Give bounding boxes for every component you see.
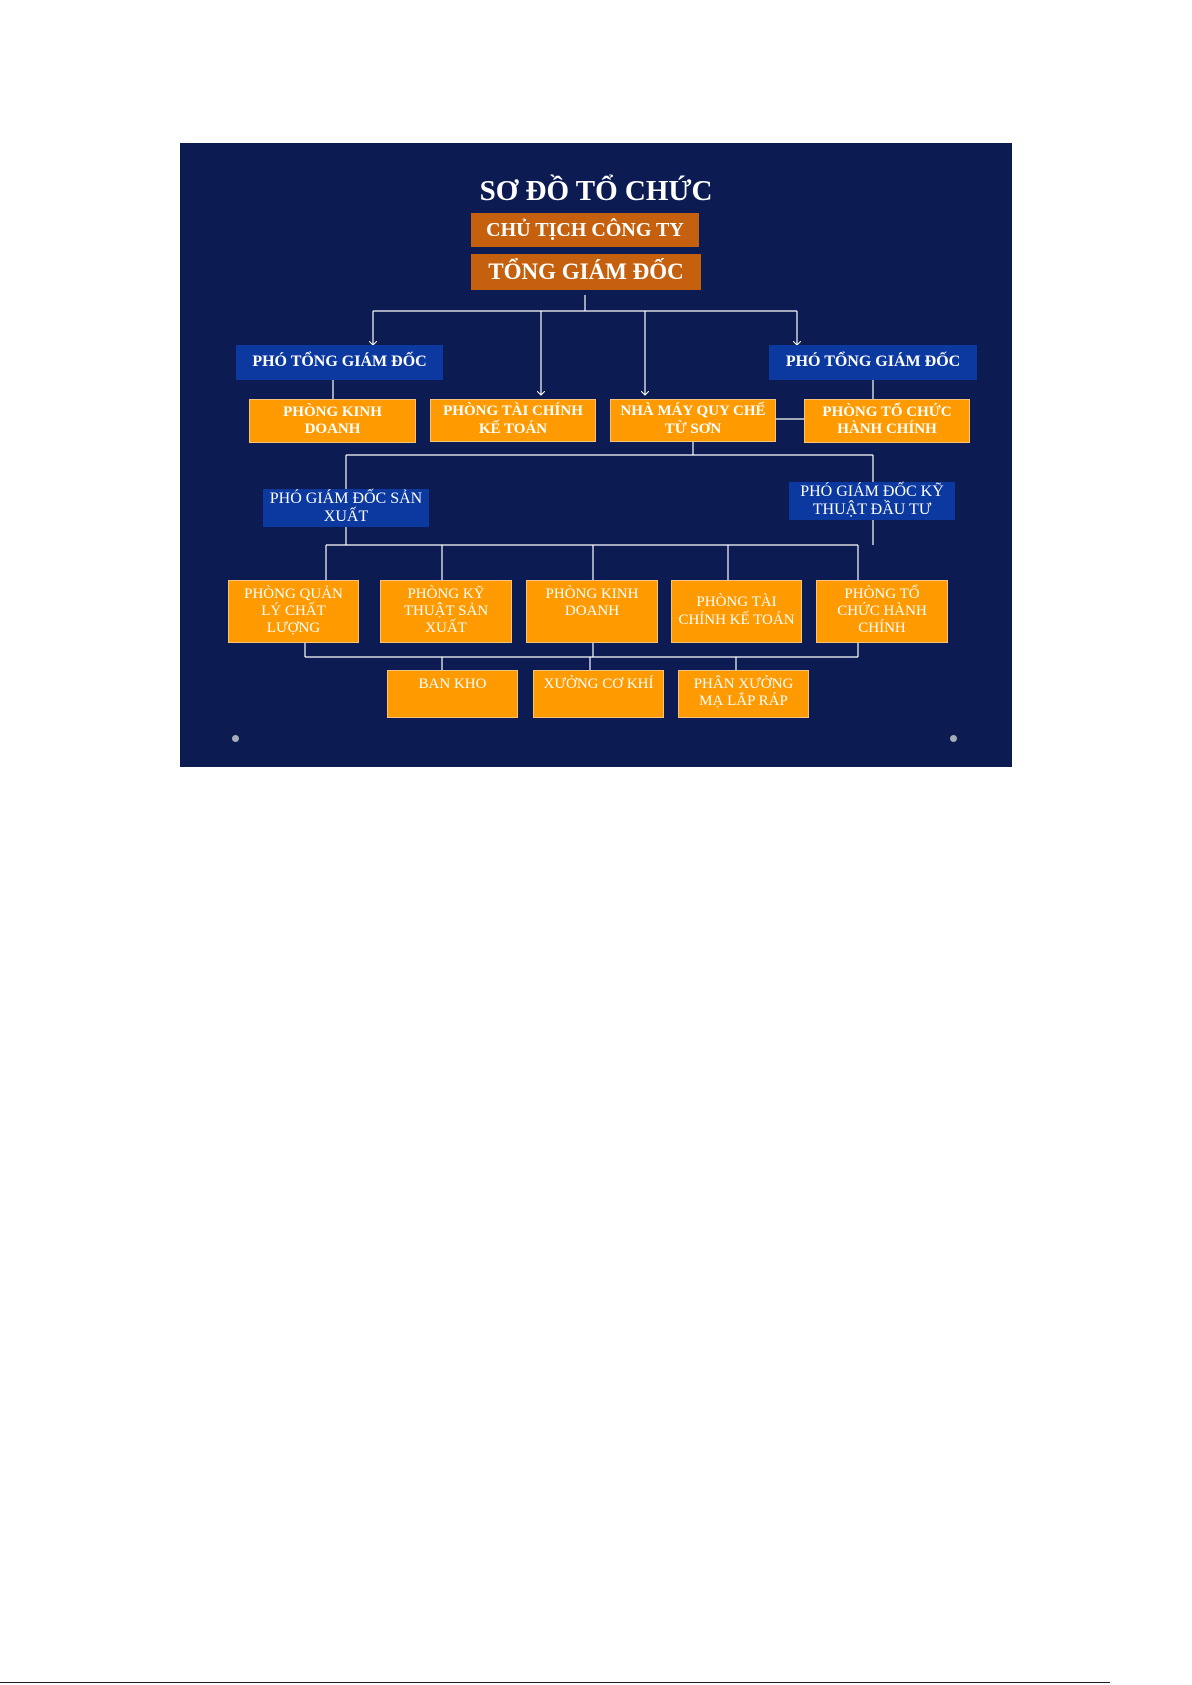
chairman-box: CHỦ TỊCH CÔNG TY [471, 213, 699, 247]
sales-department-factory: PHÒNG KINH DOANH [526, 580, 658, 643]
decorative-dot-left [232, 735, 239, 742]
page-footer-rule [0, 1682, 1110, 1683]
org-chart-slide [180, 143, 1012, 767]
tu-son-factory: NHÀ MÁY QUY CHẾ TỪ SƠN [610, 399, 776, 442]
deputy-general-director-right: PHÓ TỔNG GIÁM ĐỐC [769, 345, 977, 380]
ceo-box: TỔNG GIÁM ĐỐC [471, 254, 701, 290]
decorative-dot-right [950, 735, 957, 742]
warehouse-board: BAN KHO [387, 670, 518, 718]
deputy-director-production: PHÓ GIÁM ĐỐC SẢN XUẤT [263, 489, 429, 527]
production-technical-department: PHÒNG KỸ THUẬT SẢN XUẤT [380, 580, 512, 643]
mechanical-workshop: XƯỞNG CƠ KHÍ [533, 670, 664, 718]
finance-accounting-department: PHÒNG TÀI CHÍNH KẾ TOÁN [430, 399, 596, 442]
admin-department-factory: PHÒNG TỔ CHỨC HÀNH CHÍNH [816, 580, 948, 643]
plating-assembly-workshop: PHÂN XƯỞNG MẠ LẮP RÁP [678, 670, 809, 718]
quality-management-department: PHÒNG QUẢN LÝ CHẤT LƯỢNG [228, 580, 359, 643]
finance-accounting-department-factory: PHÒNG TÀI CHÍNH KẾ TOÁN [671, 580, 802, 643]
chart-title: SƠ ĐỒ TỔ CHỨC [479, 175, 713, 208]
deputy-general-director-left: PHÓ TỔNG GIÁM ĐỐC [236, 345, 443, 380]
admin-department: PHÒNG TỔ CHỨC HÀNH CHÍNH [804, 399, 970, 443]
sales-department: PHÒNG KINH DOANH [249, 399, 416, 443]
deputy-director-technical-investment: PHÓ GIÁM ĐỐC KỸ THUẬT ĐẦU TƯ [789, 482, 955, 520]
